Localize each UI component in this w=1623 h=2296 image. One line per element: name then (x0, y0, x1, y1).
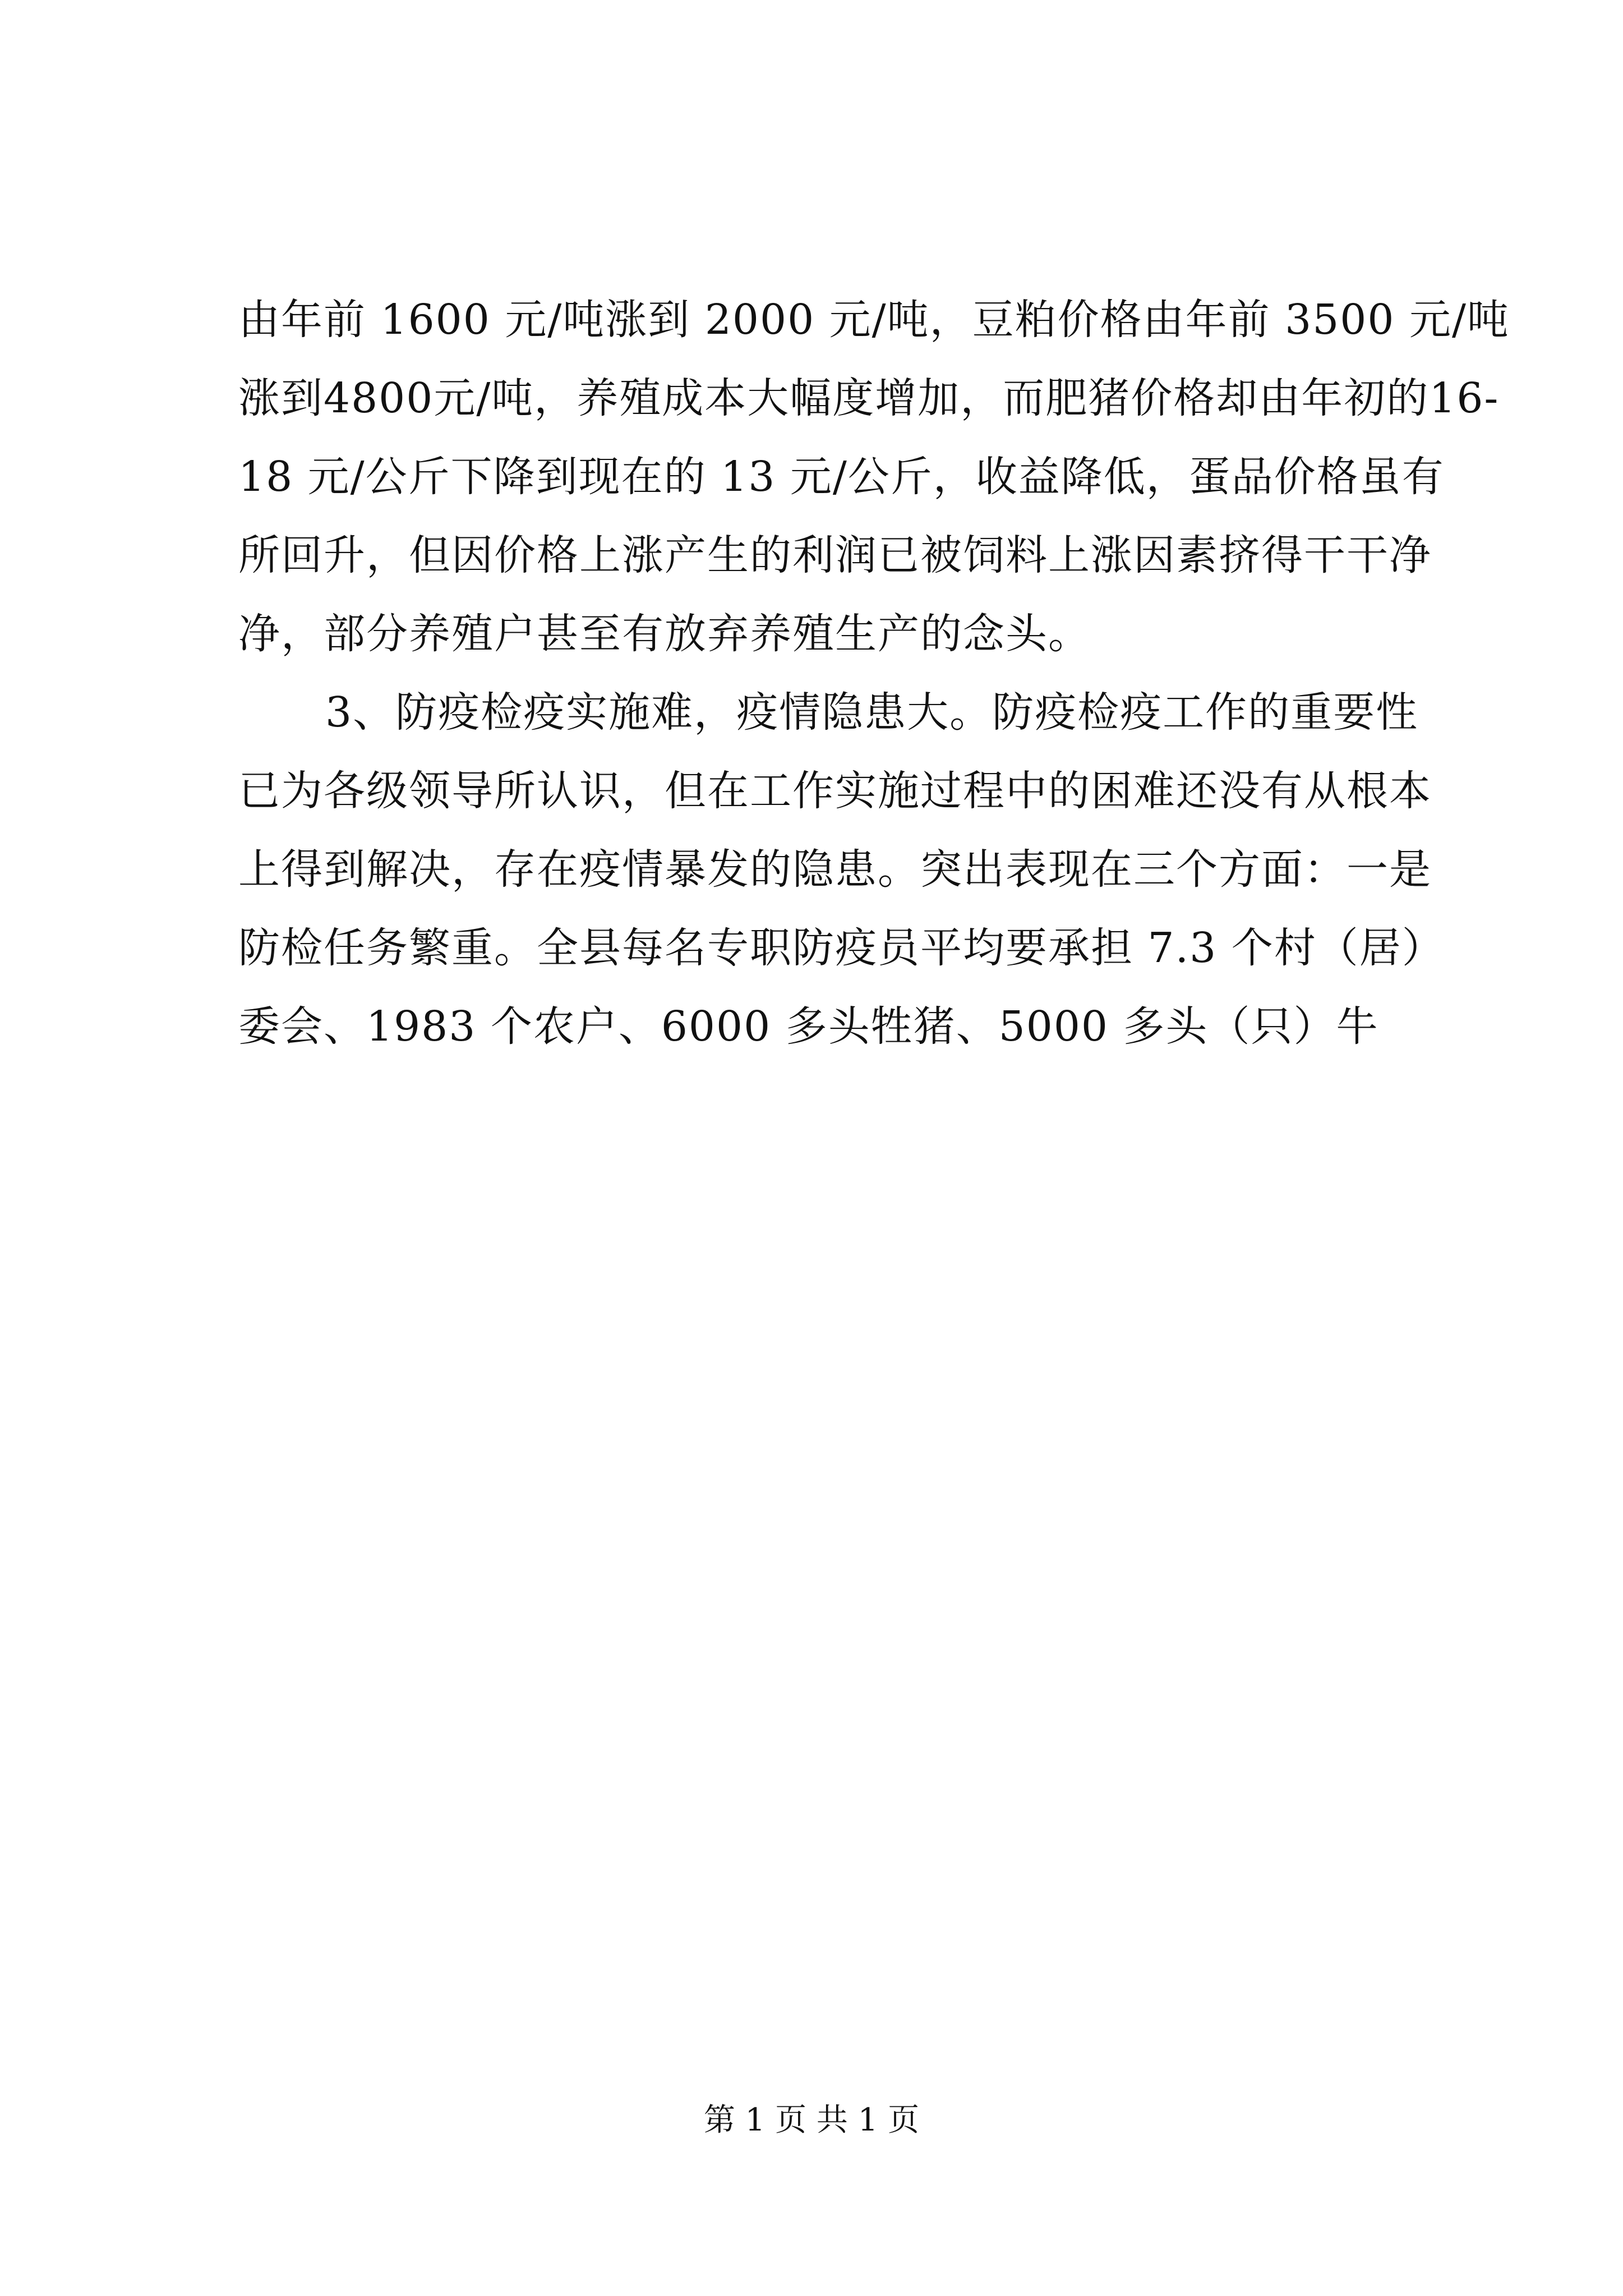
text-line-10: 委会、1983 个农户、6000 多头牲猪、5000 多头（只）牛 (238, 1002, 1379, 1051)
text-line-9: 防检任务繁重。全县每名专职防疫员平均要承担 7.3 个村（居） (238, 924, 1445, 972)
text-line-8: 上得到解决，存在疫情暴发的隐患。突出表现在三个方面：一是 (238, 845, 1432, 894)
page-number-footer: 第 1 页 共 1 页 (703, 2102, 920, 2138)
text-line-4: 所回升，但因价格上涨产生的利润已被饲料上涨因素挤得干干净 (238, 531, 1432, 579)
text-line-7: 已为各级领导所认识，但在工作实施过程中的困难还没有从根本 (238, 767, 1432, 815)
text-line-5: 净，部分养殖户甚至有放弃养殖生产的念头。 (238, 610, 1091, 658)
text-line-1: 由年前 1600 元/吨涨到 2000 元/吨，豆粕价格由年前 3500 元/吨 (238, 296, 1510, 344)
text-line-6-paragraph-start: 3、防疫检疫实施难，疫情隐患大。防疫检疫工作的重要性 (325, 688, 1419, 737)
text-line-2: 涨到4800元/吨，养殖成本大幅度增加，而肥猪价格却由年初的16- (238, 374, 1500, 422)
text-line-3: 18 元/公斤下降到现在的 13 元/公斤，收益降低，蛋品价格虽有 (238, 453, 1445, 501)
